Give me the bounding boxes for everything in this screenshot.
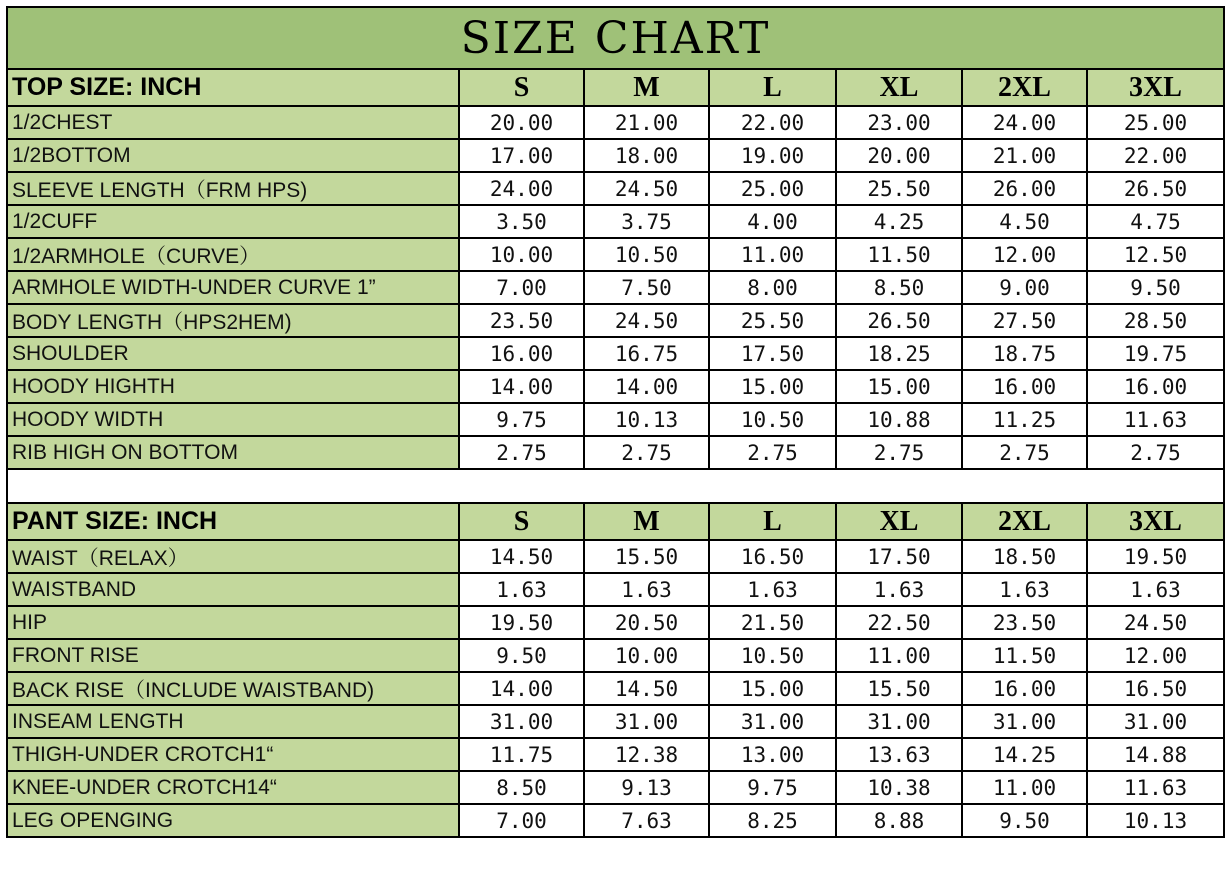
top-measurement-value: 18.25 [836,337,962,370]
top-measurement-row [7,238,1224,271]
pant-measurement-value: 16.50 [1087,672,1224,705]
top-measurement-row [7,205,1224,238]
pant-measurement-value: 12.38 [584,738,709,771]
pant-size-header: PANT SIZE: INCH [7,503,459,540]
pant-measurement-label: INSEAM LENGTH [7,705,459,738]
top-measurement-value: 27.50 [962,304,1087,337]
top-size-column-header: 3XL [1087,69,1224,106]
pant-measurement-value: 15.50 [836,672,962,705]
pant-measurement-value: 14.25 [962,738,1087,771]
title-row [7,7,1224,69]
top-measurement-value: 16.00 [1087,370,1224,403]
pant-measurement-value: 24.50 [1087,606,1224,639]
top-measurement-value: 16.00 [459,337,584,370]
pant-measurement-row [7,771,1224,804]
top-measurement-row [7,304,1224,337]
top-measurement-value: 3.50 [459,205,584,238]
top-size-header: TOP SIZE: INCH [7,69,459,106]
top-measurement-value: 11.00 [709,238,836,271]
top-measurement-value: 7.50 [584,271,709,304]
pant-measurement-value: 17.50 [836,540,962,573]
top-measurement-value: 25.50 [709,304,836,337]
pant-measurement-row [7,738,1224,771]
top-measurement-value: 20.00 [836,139,962,172]
top-measurement-value: 15.00 [836,370,962,403]
pant-measurement-label: HIP [7,606,459,639]
top-measurement-value: 26.50 [836,304,962,337]
pant-measurement-value: 14.50 [459,540,584,573]
pant-measurement-row [7,606,1224,639]
pant-measurement-value: 13.00 [709,738,836,771]
top-measurement-value: 4.00 [709,205,836,238]
top-measurement-value: 9.00 [962,271,1087,304]
pant-measurement-label: LEG OPENGING [7,804,459,837]
pant-measurement-value: 20.50 [584,606,709,639]
top-measurement-value: 2.75 [1087,436,1224,469]
pant-measurement-label: THIGH-UNDER CROTCH1“ [7,738,459,771]
top-measurement-value: 4.25 [836,205,962,238]
top-measurement-label: ARMHOLE WIDTH-UNDER CURVE 1” [7,271,459,304]
top-measurement-value: 10.13 [584,403,709,436]
pant-measurement-value: 11.63 [1087,771,1224,804]
top-measurement-row [7,436,1224,469]
pant-measurement-value: 1.63 [1087,573,1224,606]
pant-measurement-value: 11.50 [962,639,1087,672]
pant-measurement-value: 22.50 [836,606,962,639]
top-measurement-value: 2.75 [836,436,962,469]
top-measurement-row [7,139,1224,172]
top-measurement-value: 21.00 [584,106,709,139]
pant-measurement-value: 16.50 [709,540,836,573]
pant-measurement-value: 14.50 [584,672,709,705]
pant-measurement-value: 21.50 [709,606,836,639]
top-size-column-header: XL [836,69,962,106]
pant-measurement-value: 1.63 [962,573,1087,606]
pant-measurement-value: 9.13 [584,771,709,804]
top-size-column-header: M [584,69,709,106]
top-measurement-row [7,337,1224,370]
top-measurement-label: 1/2BOTTOM [7,139,459,172]
pant-measurement-value: 13.63 [836,738,962,771]
top-measurement-value: 14.00 [584,370,709,403]
pant-measurement-label: WAISTBAND [7,573,459,606]
top-measurement-label: SLEEVE LENGTH（FRM HPS) [7,172,459,205]
top-measurement-value: 26.50 [1087,172,1224,205]
top-measurement-value: 22.00 [1087,139,1224,172]
top-measurement-value: 2.75 [709,436,836,469]
pant-measurement-value: 10.38 [836,771,962,804]
pant-measurement-value: 19.50 [1087,540,1224,573]
top-measurement-value: 4.50 [962,205,1087,238]
top-measurement-value: 23.50 [459,304,584,337]
section-gap-row [7,469,1224,503]
pant-measurement-value: 31.00 [709,705,836,738]
top-measurement-value: 18.75 [962,337,1087,370]
top-measurement-value: 24.00 [459,172,584,205]
pant-header-row [7,503,1224,540]
pant-measurement-value: 31.00 [1087,705,1224,738]
top-measurement-value: 17.50 [709,337,836,370]
top-measurement-value: 24.50 [584,172,709,205]
top-size-column-header: L [709,69,836,106]
pant-measurement-value: 15.50 [584,540,709,573]
top-measurement-value: 25.00 [1087,106,1224,139]
top-measurement-value: 11.50 [836,238,962,271]
top-measurement-row [7,106,1224,139]
pant-size-column-header: 3XL [1087,503,1224,540]
top-measurement-value: 25.00 [709,172,836,205]
top-measurement-value: 26.00 [962,172,1087,205]
top-measurement-value: 21.00 [962,139,1087,172]
pant-measurement-label: FRONT RISE [7,639,459,672]
top-measurement-value: 7.00 [459,271,584,304]
pant-measurement-value: 1.63 [584,573,709,606]
top-measurement-value: 15.00 [709,370,836,403]
pant-measurement-value: 16.00 [962,672,1087,705]
top-size-column-header: S [459,69,584,106]
top-measurement-value: 12.00 [962,238,1087,271]
pant-measurement-value: 15.00 [709,672,836,705]
top-measurement-row [7,271,1224,304]
top-measurement-value: 19.00 [709,139,836,172]
pant-measurement-value: 8.25 [709,804,836,837]
pant-measurement-value: 9.50 [459,639,584,672]
pant-measurement-value: 31.00 [584,705,709,738]
pant-measurement-value: 1.63 [836,573,962,606]
pant-measurement-value: 10.00 [584,639,709,672]
top-measurement-value: 22.00 [709,106,836,139]
pant-measurement-label: KNEE-UNDER CROTCH14“ [7,771,459,804]
pant-measurement-value: 7.00 [459,804,584,837]
top-measurement-value: 20.00 [459,106,584,139]
top-measurement-value: 9.75 [459,403,584,436]
pant-measurement-label: BACK RISE（INCLUDE WAISTBAND) [7,672,459,705]
top-measurement-value: 11.25 [962,403,1087,436]
top-measurement-value: 4.75 [1087,205,1224,238]
pant-measurement-value: 8.88 [836,804,962,837]
top-measurement-value: 24.00 [962,106,1087,139]
pant-measurement-value: 12.00 [1087,639,1224,672]
pant-measurement-value: 31.00 [836,705,962,738]
pant-measurement-value: 1.63 [709,573,836,606]
pant-measurement-row [7,672,1224,705]
pant-measurement-value: 10.13 [1087,804,1224,837]
pant-measurement-row [7,573,1224,606]
top-measurement-row [7,403,1224,436]
top-measurement-value: 10.50 [584,238,709,271]
pant-measurement-value: 1.63 [459,573,584,606]
top-measurement-value: 11.63 [1087,403,1224,436]
top-measurement-value: 2.75 [584,436,709,469]
top-measurement-value: 18.00 [584,139,709,172]
pant-measurement-value: 18.50 [962,540,1087,573]
pant-measurement-value: 11.00 [836,639,962,672]
pant-measurement-value: 14.00 [459,672,584,705]
section-gap [7,469,1224,503]
pant-measurement-row [7,540,1224,573]
top-measurement-value: 8.00 [709,271,836,304]
pant-measurement-label: WAIST（RELAX） [7,540,459,573]
pant-measurement-value: 23.50 [962,606,1087,639]
top-measurement-label: HOODY HIGHTH [7,370,459,403]
top-measurement-value: 25.50 [836,172,962,205]
pant-measurement-value: 9.50 [962,804,1087,837]
top-header-row [7,69,1224,106]
pant-measurement-value: 14.88 [1087,738,1224,771]
pant-measurement-row [7,639,1224,672]
top-measurement-label: 1/2CHEST [7,106,459,139]
pant-size-column-header: 2XL [962,503,1087,540]
pant-measurement-row [7,804,1224,837]
pant-measurement-value: 19.50 [459,606,584,639]
pant-measurement-value: 31.00 [962,705,1087,738]
pant-size-column-header: M [584,503,709,540]
top-measurement-value: 10.50 [709,403,836,436]
pant-measurement-value: 11.75 [459,738,584,771]
pant-size-column-header: XL [836,503,962,540]
top-measurement-value: 8.50 [836,271,962,304]
top-measurement-value: 16.75 [584,337,709,370]
top-size-column-header: 2XL [962,69,1087,106]
chart-title: SIZE CHART [7,7,1224,69]
pant-measurement-value: 31.00 [459,705,584,738]
top-measurement-value: 2.75 [962,436,1087,469]
top-measurement-value: 17.00 [459,139,584,172]
size-chart-table [6,6,1225,838]
pant-measurement-value: 11.00 [962,771,1087,804]
top-measurement-label: BODY LENGTH（HPS2HEM) [7,304,459,337]
top-measurement-label: HOODY WIDTH [7,403,459,436]
pant-measurement-value: 9.75 [709,771,836,804]
top-measurement-value: 2.75 [459,436,584,469]
top-measurement-value: 9.50 [1087,271,1224,304]
pant-measurement-value: 8.50 [459,771,584,804]
top-measurement-row [7,172,1224,205]
top-measurement-label: 1/2CUFF [7,205,459,238]
top-measurement-row [7,370,1224,403]
top-measurement-label: 1/2ARMHOLE（CURVE） [7,238,459,271]
pant-measurement-row [7,705,1224,738]
top-measurement-value: 23.00 [836,106,962,139]
top-measurement-label: RIB HIGH ON BOTTOM [7,436,459,469]
pant-size-column-header: L [709,503,836,540]
pant-size-column-header: S [459,503,584,540]
top-measurement-value: 10.00 [459,238,584,271]
top-measurement-value: 28.50 [1087,304,1224,337]
top-measurement-value: 19.75 [1087,337,1224,370]
pant-measurement-value: 10.50 [709,639,836,672]
top-measurement-value: 3.75 [584,205,709,238]
top-measurement-value: 16.00 [962,370,1087,403]
top-measurement-value: 10.88 [836,403,962,436]
pant-measurement-value: 7.63 [584,804,709,837]
top-measurement-value: 12.50 [1087,238,1224,271]
top-measurement-value: 14.00 [459,370,584,403]
top-measurement-value: 24.50 [584,304,709,337]
top-measurement-label: SHOULDER [7,337,459,370]
